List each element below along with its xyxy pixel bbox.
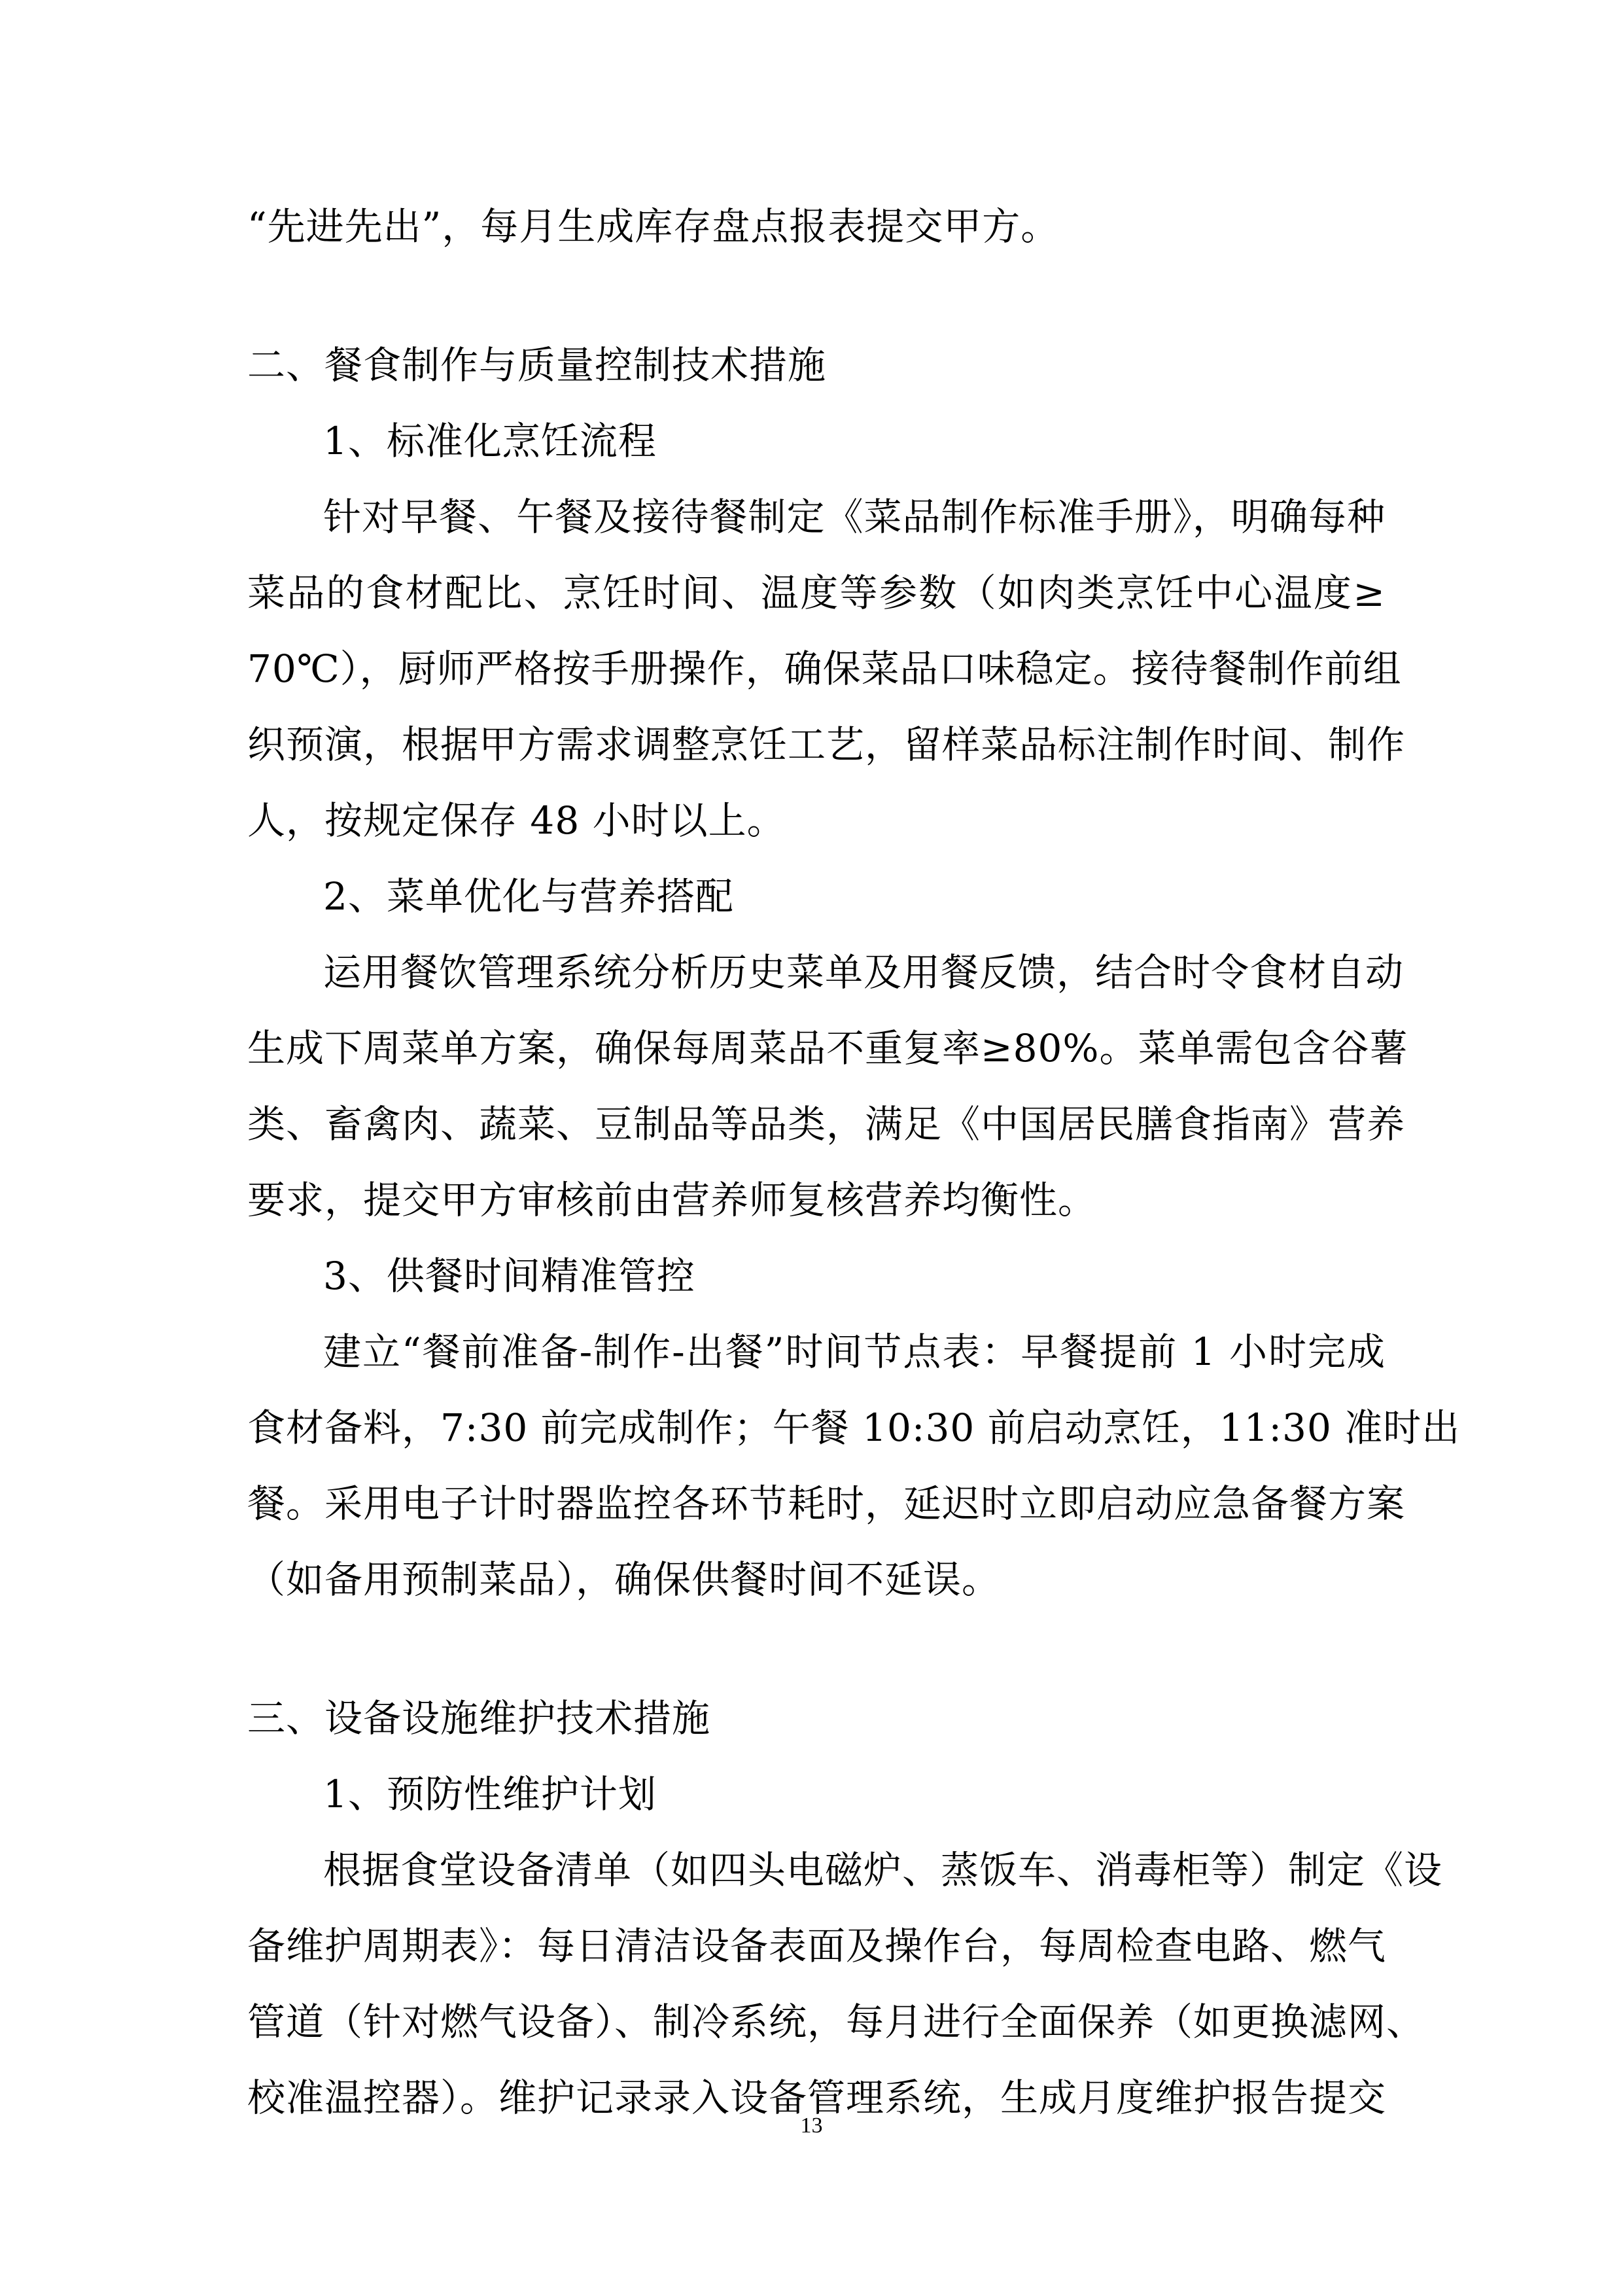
paragraph-line: 建立“餐前准备-制作-出餐”时间节点表：早餐提前 1 小时完成 (323, 1330, 1386, 1374)
paragraph-line: 织预演，根据甲方需求调整烹饪工艺，留样菜品标注制作时间、制作 (247, 722, 1406, 767)
paragraph-line: 校准温控器）。维护记录录入设备管理系统，生成月度维护报告提交 (247, 2075, 1387, 2120)
paragraph-line: 餐。采用电子计时器监控各环节耗时，延迟时立即启动应急备餐方案 (247, 1481, 1406, 1526)
paragraph-line: 食材备料，7:30 前完成制作；午餐 10:30 前启动烹饪，11:30 准时出 (247, 1405, 1461, 1450)
paragraph-line: 运用餐饮管理系统分析历史菜单及用餐反馈，结合时令食材自动 (323, 950, 1405, 995)
paragraph-line: 要求，提交甲方审核前由营养师复核营养均衡性。 (247, 1178, 1097, 1222)
paragraph-line: 生成下周菜单方案，确保每周菜品不重复率≥80%。菜单需包含谷薯 (247, 1026, 1408, 1070)
paragraph-line: 类、畜禽肉、蔬菜、豆制品等品类，满足《中国居民膳食指南》营养 (247, 1102, 1406, 1146)
paragraph-line: 备维护周期表》：每日清洁设备表面及操作台，每周检查电路、燃气 (247, 1924, 1387, 1968)
paragraph-line: 针对早餐、午餐及接待餐制定《菜品制作标准手册》，明确每种 (323, 495, 1386, 539)
section-heading: 三、设备设施维护技术措施 (247, 1696, 711, 1740)
section-gap (247, 264, 1386, 327)
paragraph-line: 管道（针对燃气设备）、制冷系统，每月进行全面保养（如更换滤网、 (247, 2000, 1425, 2044)
paragraph-line: 菜品的食材配比、烹饪时间、温度等参数（如肉类烹饪中心温度≥ (247, 571, 1386, 615)
paragraph-line: 人，按规定保存 48 小时以上。 (247, 798, 786, 843)
page-content (247, 188, 1461, 2136)
section-heading: 二、餐食制作与质量控制技术措施 (247, 343, 827, 387)
paragraph-line: “先进先出”，每月生成库存盘点报表提交甲方。 (247, 204, 1060, 249)
subsection-heading: 2、菜单优化与营养搭配 (323, 874, 734, 919)
subsection-heading: 1、预防性维护计划 (323, 1772, 657, 1816)
paragraph-line: 根据食堂设备清单（如四头电磁炉、蒸饭车、消毒柜等）制定《设 (323, 1848, 1443, 1892)
paragraph-line: 70℃），厨师严格按手册操作，确保菜品口味稳定。接待餐制作前组 (247, 646, 1402, 691)
paragraph-line: （如备用预制菜品），确保供餐时间不延误。 (247, 1557, 1001, 1602)
section-gap (247, 1617, 1386, 1680)
subsection-heading: 3、供餐时间精准管控 (323, 1254, 695, 1298)
subsection-heading: 1、标准化烹饪流程 (323, 419, 657, 463)
page-number: 13 (800, 2113, 823, 2138)
